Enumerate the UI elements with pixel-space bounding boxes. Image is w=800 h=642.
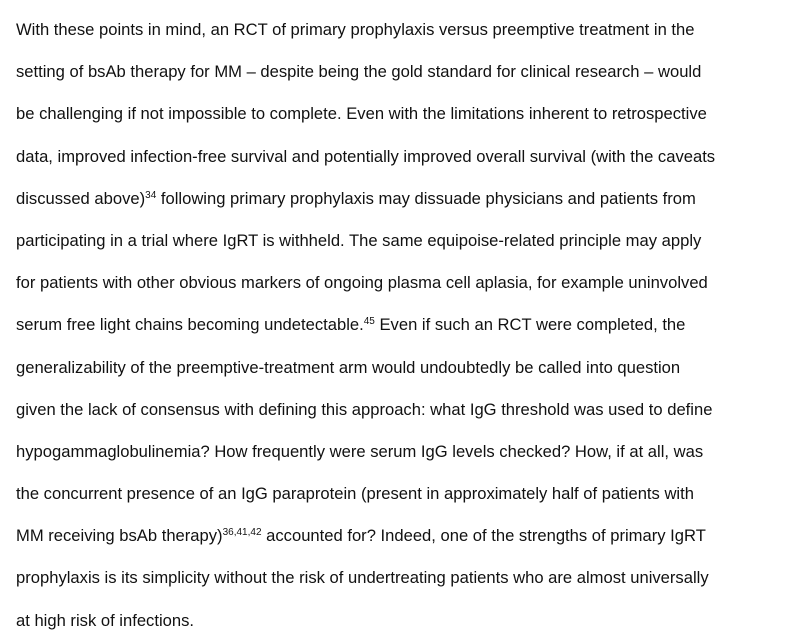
line-text: MM receiving bsAb therapy) (16, 526, 223, 546)
text-line (16, 304, 790, 346)
text-line: setting of bsAb therapy for MM – despite being the gold standard for clinical research – would (16, 62, 702, 82)
text-line: generalizability of the preemptive-treatment arm would undoubtedly be called into question (16, 357, 681, 377)
citation-superscript: 45 (363, 316, 375, 328)
text-line: the concurrent presence of an IgG paraprotein (present in approximately half of patients with (16, 484, 694, 504)
line-text: accounted for? Indeed, one of the strengths of primary IgRT (261, 526, 706, 546)
line-text: following primary prophylaxis may dissuade physicians and patients from (156, 188, 696, 208)
text-line (16, 515, 790, 557)
text-line: With these points in mind, an RCT of primary prophylaxis versus preemptive treatment in the (16, 20, 695, 39)
citation-superscript: 34 (145, 189, 157, 201)
text-line: participating in a trial where IgRT is withheld. The same equipoise-related principle may apply (16, 230, 702, 250)
text-line: for patients with other obvious markers of ongoing plasma cell aplasia, for example uninvolved (16, 273, 708, 293)
citation-superscript: 36,41,42 (222, 527, 262, 539)
text-line: prophylaxis is its simplicity without the risk of undertreating patients who are almost universally (16, 568, 709, 588)
body-paragraph (16, 9, 790, 642)
line-text: serum free light chains becoming undetectable. (16, 315, 364, 335)
text-line: be challenging if not impossible to complete. Even with the limitations inherent to retrospective (16, 104, 707, 124)
text-line (16, 178, 790, 220)
line-text: Even if such an RCT were completed, the (374, 315, 686, 335)
text-line: data, improved infection-free survival and potentially improved overall survival (with the caveats (16, 146, 716, 166)
text-line: at high risk of infections. (16, 610, 195, 630)
line-text: discussed above) (16, 188, 146, 208)
text-line: given the lack of consensus with defining this approach: what IgG threshold was used to define (16, 399, 713, 419)
text-line: hypogammaglobulinemia? How frequently were serum IgG levels checked? How, if at all, was (16, 441, 704, 461)
